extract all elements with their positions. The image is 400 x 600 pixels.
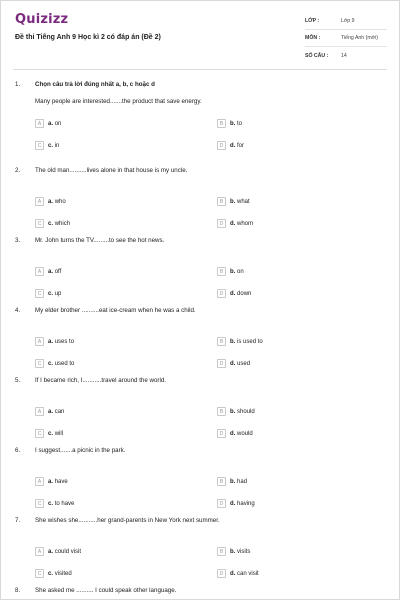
answer-option[interactable] xyxy=(35,119,61,128)
option-label xyxy=(48,291,61,297)
option-text: who xyxy=(54,198,66,205)
option-letter: c. xyxy=(48,570,54,577)
answer-option[interactable] xyxy=(217,337,263,346)
option-text: can xyxy=(54,408,65,415)
option-letter: d. xyxy=(230,220,236,227)
option-label xyxy=(230,339,263,345)
option-text: should xyxy=(237,408,255,415)
option-text: have xyxy=(54,478,68,485)
option-label xyxy=(48,221,70,227)
option-label xyxy=(230,291,251,297)
question-number: 7. xyxy=(15,517,21,524)
option-letter: a. xyxy=(48,548,54,555)
option-letter-box[interactable]: A xyxy=(35,267,44,276)
quizizz-logo: Quizizz xyxy=(15,12,69,27)
answer-option[interactable] xyxy=(35,569,72,578)
option-letter-box[interactable]: C xyxy=(35,289,44,298)
option-letter-box[interactable]: D xyxy=(217,219,226,228)
page-title: Đề thi Tiếng Anh 9 Học kì 2 có đáp án (Đề 2) xyxy=(15,34,161,41)
option-letter: c. xyxy=(48,500,54,507)
option-letter: b. xyxy=(230,268,236,275)
answer-option[interactable] xyxy=(35,267,61,276)
answer-option[interactable] xyxy=(217,547,250,556)
option-text: on xyxy=(54,120,62,127)
option-letter-box[interactable]: D xyxy=(217,499,226,508)
header-divider xyxy=(13,69,387,70)
answer-option[interactable] xyxy=(35,359,74,368)
question-text: If I became rich, I...........travel around the world. xyxy=(35,377,167,384)
meta-key: LỚP : xyxy=(305,18,320,24)
option-text: visited xyxy=(54,570,72,577)
option-letter-box[interactable]: B xyxy=(217,547,226,556)
answer-option[interactable] xyxy=(35,197,66,206)
meta-value: 14 xyxy=(341,52,347,59)
option-text: on xyxy=(237,268,244,275)
question-text: The old man..........lives alone in that house is my uncle. xyxy=(35,167,188,174)
question-number: 6. xyxy=(15,447,21,454)
option-label xyxy=(230,269,244,275)
answer-option[interactable] xyxy=(35,141,59,150)
option-text: whom xyxy=(237,220,254,227)
option-label xyxy=(230,501,255,507)
option-letter: c. xyxy=(48,142,54,149)
option-text: for xyxy=(237,142,245,149)
option-label xyxy=(230,431,253,437)
question-instruction: Chọn câu trả lời đúng nhất a, b, c hoặc d xyxy=(35,81,155,88)
option-letter-box[interactable]: C xyxy=(35,359,44,368)
option-label xyxy=(230,549,250,555)
option-label xyxy=(230,221,253,227)
answer-option[interactable] xyxy=(217,219,253,228)
question-number: 1. xyxy=(15,81,21,88)
meta-row-subject xyxy=(305,30,387,47)
option-letter-box[interactable]: C xyxy=(35,499,44,508)
option-text: in xyxy=(54,142,60,149)
question-number: 4. xyxy=(15,307,21,314)
option-letter: a. xyxy=(48,478,54,485)
option-letter: d. xyxy=(230,500,236,507)
option-letter: b. xyxy=(230,548,236,555)
option-label xyxy=(48,501,74,507)
option-text: used xyxy=(237,360,251,367)
option-letter-box[interactable]: C xyxy=(35,219,44,228)
answer-option[interactable] xyxy=(217,477,247,486)
answer-option[interactable] xyxy=(35,429,63,438)
option-text: had xyxy=(237,478,248,485)
question-number: 5. xyxy=(15,377,21,384)
meta-row-count xyxy=(305,47,387,64)
option-text: up xyxy=(54,290,62,297)
answer-option[interactable] xyxy=(217,267,244,276)
option-text: down xyxy=(237,290,252,297)
option-letter: d. xyxy=(230,290,236,297)
option-letter-box[interactable]: C xyxy=(35,429,44,438)
question-text: She wishes she...........her grand-parents in New York next summer. xyxy=(35,517,220,524)
option-letter-box[interactable]: A xyxy=(35,547,44,556)
option-label xyxy=(48,549,81,555)
option-letter: c. xyxy=(48,290,54,297)
option-letter: a. xyxy=(48,198,54,205)
option-letter: b. xyxy=(230,198,236,205)
option-letter: b. xyxy=(230,338,236,345)
option-label xyxy=(230,409,255,415)
answer-option[interactable] xyxy=(217,407,255,416)
answer-option[interactable] xyxy=(35,337,74,346)
option-letter: d. xyxy=(230,430,236,437)
question-text: Many people are interested.......the product that save energy. xyxy=(35,98,202,105)
option-letter-box[interactable]: D xyxy=(217,289,226,298)
answer-option[interactable] xyxy=(35,547,81,556)
option-label xyxy=(48,339,74,345)
option-letter-box[interactable]: B xyxy=(217,197,226,206)
option-letter: a. xyxy=(48,120,54,127)
option-letter-box[interactable]: B xyxy=(217,407,226,416)
option-label xyxy=(48,479,68,485)
question-text: She asked me .......... I could speak other language. xyxy=(35,587,177,594)
meta-row-class xyxy=(305,13,387,30)
option-letter-box[interactable]: D xyxy=(217,569,226,578)
option-letter-box[interactable]: B xyxy=(217,477,226,486)
option-letter-box[interactable]: D xyxy=(217,429,226,438)
answer-option[interactable] xyxy=(217,289,251,298)
option-text: can visit xyxy=(237,570,259,577)
option-label xyxy=(48,143,59,149)
answer-option[interactable] xyxy=(35,477,68,486)
option-letter: c. xyxy=(48,430,54,437)
option-letter: b. xyxy=(230,408,236,415)
option-label xyxy=(230,571,259,577)
question-text: I suggest.......a picnic in the park. xyxy=(35,447,126,454)
answer-option[interactable] xyxy=(217,141,244,150)
worksheet-meta xyxy=(305,13,387,64)
option-letter: c. xyxy=(48,220,54,227)
answer-option[interactable] xyxy=(217,359,250,368)
answer-option[interactable] xyxy=(217,499,255,508)
question-number: 8. xyxy=(15,587,21,594)
option-letter: a. xyxy=(48,268,54,275)
option-text: uses to xyxy=(54,338,75,345)
option-label xyxy=(48,571,72,577)
option-label xyxy=(230,143,244,149)
answer-option[interactable] xyxy=(35,499,74,508)
option-text: what xyxy=(237,198,250,205)
option-label xyxy=(48,199,66,205)
option-letter-box[interactable]: C xyxy=(35,569,44,578)
answer-option[interactable] xyxy=(217,119,242,128)
option-label xyxy=(230,121,242,127)
option-label xyxy=(48,409,64,415)
option-letter-box[interactable]: B xyxy=(217,119,226,128)
question-text: Mr. John turns the TV.........to see the hot news. xyxy=(35,237,165,244)
option-letter: b. xyxy=(230,478,236,485)
question-text: My elder brother ..........eat ice-cream when he was a child. xyxy=(35,307,196,314)
option-text: having xyxy=(237,500,255,507)
option-label xyxy=(230,361,250,367)
option-text: could visit xyxy=(54,548,82,555)
question-number: 3. xyxy=(15,237,21,244)
meta-value: Lớp 9 xyxy=(341,18,355,24)
option-letter-box[interactable]: A xyxy=(35,477,44,486)
option-letter-box[interactable]: C xyxy=(35,141,44,150)
option-text: off xyxy=(54,268,62,275)
option-label xyxy=(48,361,74,367)
option-text: would xyxy=(237,430,253,437)
option-letter: a. xyxy=(48,408,54,415)
option-letter-box[interactable]: D xyxy=(217,359,226,368)
answer-option[interactable] xyxy=(217,569,259,578)
answer-option[interactable] xyxy=(35,219,70,228)
option-letter-box[interactable]: A xyxy=(35,337,44,346)
option-label xyxy=(230,479,247,485)
option-letter-box[interactable]: A xyxy=(35,407,44,416)
answer-option[interactable] xyxy=(35,289,61,298)
option-text: will xyxy=(54,430,64,437)
answer-option[interactable] xyxy=(217,429,253,438)
option-text: used to xyxy=(54,360,75,367)
meta-key: MÔN : xyxy=(305,35,321,41)
option-label xyxy=(48,121,61,127)
option-text: visits xyxy=(237,548,251,555)
option-letter-box[interactable]: B xyxy=(217,267,226,276)
option-letter: d. xyxy=(230,142,236,149)
option-label xyxy=(48,269,61,275)
option-letter: c. xyxy=(48,360,54,367)
option-letter-box[interactable]: B xyxy=(217,337,226,346)
option-text: to xyxy=(237,120,243,127)
option-letter: a. xyxy=(48,338,54,345)
option-letter: b. xyxy=(230,120,236,127)
option-letter: d. xyxy=(230,360,236,367)
option-letter-box[interactable]: A xyxy=(35,119,44,128)
option-text: to have xyxy=(54,500,75,507)
answer-option[interactable] xyxy=(217,197,250,206)
meta-value: Tiếng Anh (mới) xyxy=(341,35,378,41)
answer-option[interactable] xyxy=(35,407,64,416)
option-letter: d. xyxy=(230,570,236,577)
option-letter-box[interactable]: A xyxy=(35,197,44,206)
option-label xyxy=(230,199,250,205)
option-label xyxy=(48,431,63,437)
option-letter-box[interactable]: D xyxy=(217,141,226,150)
option-text: is used to xyxy=(237,338,263,345)
option-text: which xyxy=(54,220,71,227)
question-number: 2. xyxy=(15,167,21,174)
meta-key: SỐ CÂU : xyxy=(305,52,329,59)
